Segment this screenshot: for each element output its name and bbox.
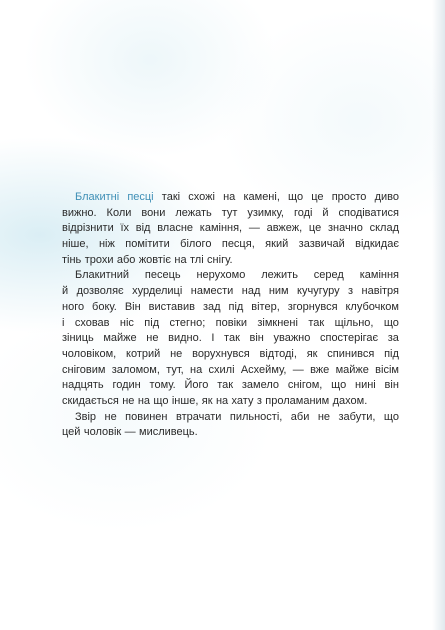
word: на — [215, 394, 229, 407]
word: Блакитний — [75, 269, 129, 282]
word: дахом. — [332, 394, 368, 407]
paragraph — [62, 190, 399, 268]
word: відкидає — [355, 238, 399, 251]
word: нерухомо — [196, 269, 246, 282]
word: значно — [327, 222, 363, 235]
word: під — [144, 316, 160, 329]
word: майже — [103, 332, 137, 345]
word: забути, — [338, 410, 376, 423]
word: нині — [355, 379, 376, 392]
word: від — [135, 222, 151, 235]
word: ніж — [98, 238, 115, 251]
word: ного — [62, 300, 85, 313]
word: скидається — [62, 394, 119, 407]
word: на — [190, 363, 203, 376]
word: надцять — [62, 379, 104, 392]
word: хату — [231, 394, 254, 407]
word: зад — [202, 300, 221, 313]
word: боку. — [92, 300, 117, 313]
word: заломом, — [111, 363, 160, 376]
text-line — [62, 363, 399, 379]
word: ворухнувся — [192, 347, 250, 360]
word: це — [311, 191, 324, 203]
word: мисливець. — [139, 426, 198, 439]
word: з — [348, 285, 354, 298]
word: не — [122, 394, 135, 407]
word: виставив — [148, 300, 195, 313]
word: Коли — [106, 206, 132, 219]
text-line — [62, 206, 399, 222]
word: каміння — [359, 269, 399, 282]
word: серед — [313, 269, 344, 282]
word: на — [174, 253, 187, 266]
word: щільно, — [334, 316, 374, 329]
word: й — [62, 285, 69, 298]
word: авжеж, — [266, 222, 303, 235]
word: — — [248, 222, 260, 235]
word: уважно — [273, 332, 311, 345]
word: вони — [141, 206, 166, 219]
word: снігом, — [287, 379, 323, 392]
word: Звір — [75, 410, 97, 423]
word: каміння, — [199, 222, 243, 235]
word: стегно; — [169, 316, 206, 329]
word: що — [288, 191, 304, 203]
word: годі — [293, 206, 313, 219]
word: білого — [180, 238, 212, 251]
word: як — [201, 394, 213, 407]
paragraph — [62, 268, 399, 409]
word: так — [308, 316, 325, 329]
word: Він — [124, 300, 141, 313]
paragraph — [62, 410, 399, 441]
word: помітити — [125, 238, 170, 251]
word: песця, — [221, 238, 255, 251]
word: як — [306, 347, 318, 360]
word: ніше, — [62, 238, 89, 251]
word: відтоді, — [259, 347, 297, 360]
word: й — [322, 206, 329, 219]
word: навітря — [361, 285, 399, 298]
word: повіки — [215, 316, 247, 329]
word: їх — [120, 222, 130, 235]
word: або — [116, 253, 136, 266]
text-line — [62, 221, 399, 237]
word: який — [265, 238, 289, 251]
text-line — [62, 237, 399, 253]
word: зазвичай — [298, 238, 345, 251]
word: вітер, — [251, 300, 280, 313]
word: — — [124, 426, 136, 439]
word: просто — [331, 191, 367, 203]
word: лежать — [175, 206, 212, 219]
word: вже — [310, 363, 330, 376]
word: лежить — [261, 269, 298, 282]
word: замело — [241, 379, 280, 392]
word: він — [384, 379, 399, 392]
word: сховав — [74, 316, 110, 329]
word: повинен — [125, 410, 168, 423]
word: що — [153, 394, 169, 407]
word: узимку, — [247, 206, 284, 219]
word: трохи — [84, 253, 114, 266]
text-line — [62, 268, 399, 284]
word: під — [228, 300, 244, 313]
word: жовтіє — [138, 253, 171, 266]
word: ним — [268, 285, 289, 298]
word: камені, — [243, 191, 280, 203]
word: вісім — [375, 363, 399, 376]
word: і — [62, 316, 65, 329]
word: власне — [157, 222, 194, 235]
word: це — [308, 222, 322, 235]
word: дозволяє — [76, 285, 124, 298]
word: тут, — [166, 363, 184, 376]
word: не — [146, 332, 159, 345]
word: чоловік — [83, 426, 122, 439]
word: над — [241, 285, 261, 298]
word: що — [331, 379, 347, 392]
word: намести — [190, 285, 234, 298]
word: склад — [369, 222, 399, 235]
word: так — [224, 332, 240, 345]
word: сподіватися — [338, 206, 399, 219]
word: спостерігає — [319, 332, 379, 345]
word: цей — [62, 426, 81, 439]
word: тінь — [62, 253, 82, 266]
word: вижно. — [62, 206, 97, 219]
body-text — [62, 190, 399, 441]
word: тут — [221, 206, 238, 219]
word: зіниць — [62, 332, 94, 345]
text-line — [62, 425, 399, 441]
word: чоловіком, — [62, 347, 117, 360]
word: зімкнені — [257, 316, 298, 329]
word: І — [211, 332, 215, 345]
text-line — [62, 378, 399, 394]
word: хурделиці — [132, 285, 183, 298]
word: що — [383, 316, 399, 329]
text-line — [62, 284, 399, 300]
word: видно. — [168, 332, 202, 345]
word: під — [384, 347, 399, 360]
word: тому. — [149, 379, 176, 392]
word: не — [170, 347, 183, 360]
word: Асхейму, — [240, 363, 287, 376]
text-line — [62, 410, 399, 426]
text-line — [62, 190, 399, 206]
word: клубочком — [345, 300, 399, 313]
word: тлі — [189, 253, 204, 266]
word: на — [137, 394, 151, 407]
highlighted-term: песці — [127, 191, 154, 203]
word: Його — [184, 379, 209, 392]
word: ніс — [119, 316, 134, 329]
word: кучугуру — [297, 285, 340, 298]
word: такі — [161, 191, 181, 203]
word: котрий — [126, 347, 161, 360]
word: втрачати — [175, 410, 222, 423]
word: інше, — [171, 394, 199, 407]
word: не — [317, 410, 331, 423]
word: так — [217, 379, 234, 392]
word: що — [383, 410, 399, 423]
word: снігу. — [207, 253, 233, 266]
word: диво — [374, 191, 399, 203]
word: згорнувся — [287, 300, 338, 313]
word: з — [256, 394, 262, 407]
word: аби — [290, 410, 310, 423]
text-line — [62, 394, 399, 410]
word: схилі — [208, 363, 235, 376]
text-line — [62, 347, 399, 363]
word: спинився — [327, 347, 375, 360]
text-line — [62, 316, 399, 332]
word: за — [387, 332, 399, 345]
text-line — [62, 331, 399, 347]
word: відрізнити — [62, 222, 114, 235]
text-line — [62, 300, 399, 316]
word: він — [249, 332, 264, 345]
word: — — [292, 363, 304, 376]
word: песець — [144, 269, 181, 282]
text-line — [62, 253, 399, 269]
word: годин — [112, 379, 141, 392]
word: на — [223, 191, 236, 203]
word: проламаним — [265, 394, 330, 407]
word: схожі — [188, 191, 215, 203]
word: сніговим — [62, 363, 106, 376]
word: пильності, — [229, 410, 283, 423]
word: майже — [335, 363, 369, 376]
highlighted-term: Блакитні — [75, 191, 120, 203]
word: не — [104, 410, 117, 423]
